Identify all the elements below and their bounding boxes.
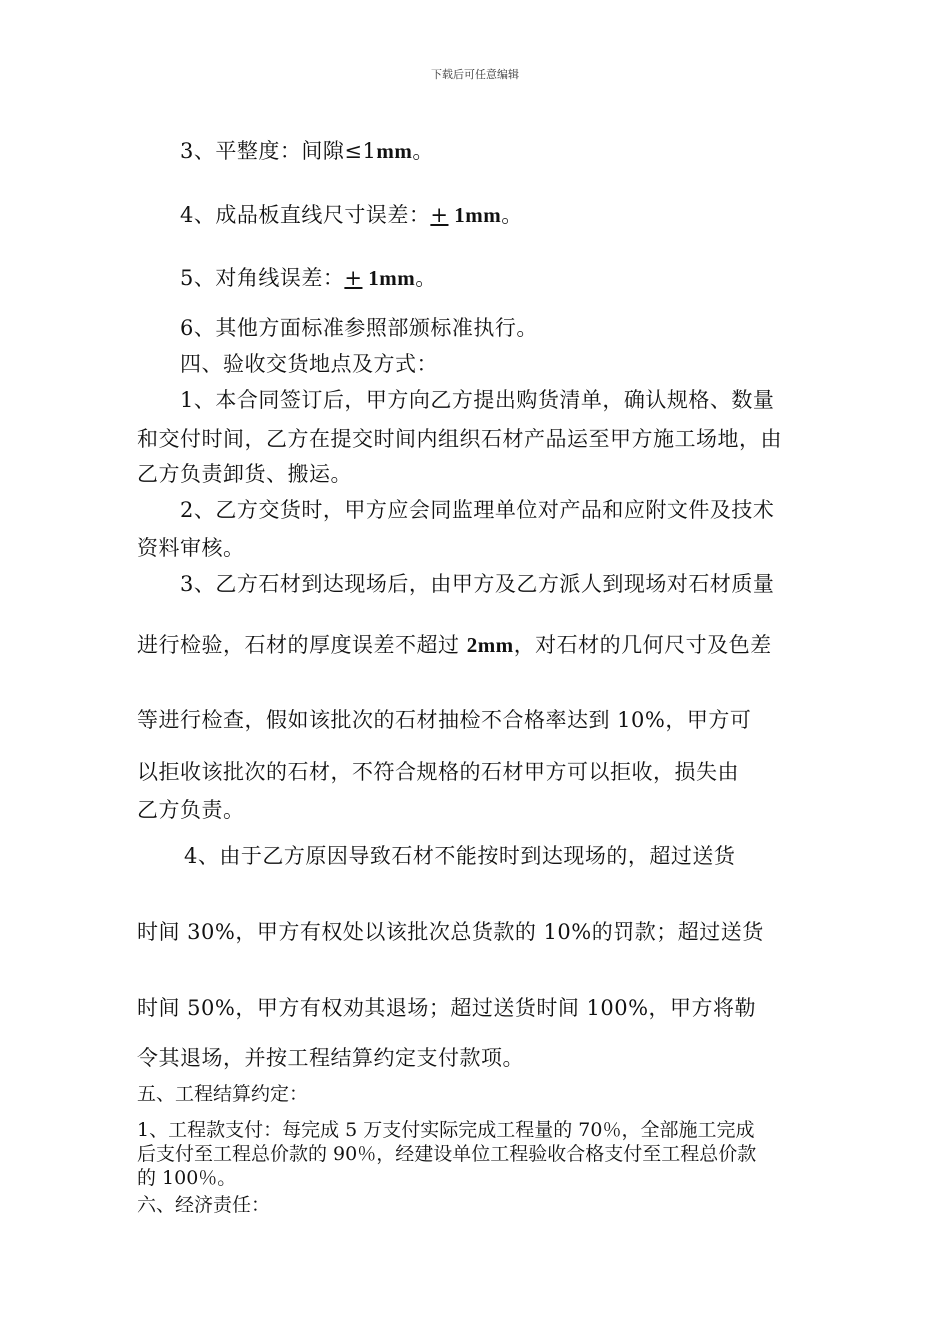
section-4-p3-line: 乙方负责。 [137,798,245,822]
spec-item-3 [180,138,434,164]
spec-item-4-suffix: 。 [501,203,523,227]
spec-item-5 [180,265,437,291]
spec-item-3-suffix: 。 [412,139,434,163]
plus-minus-sign: + [430,203,449,227]
section-5-p1-line: 后支付至工程总价款的 90％，经建设单位工程验收合格支付至工程总价款 [137,1143,757,1165]
spec-item-5-value: 1mm [362,266,416,290]
section-4-p1-line: 1、本合同签订后，甲方向乙方提出购货清单，确认规格、数量 [180,388,775,412]
spec-item-6: 6、其他方面标准参照部颁标准执行。 [180,316,538,340]
section-4-p3-line: 等进行检查，假如该批次的石材抽检不合格率达到 10%，甲方可 [137,708,752,732]
section-5-heading: 五、工程结算约定： [137,1083,309,1105]
spec-item-3-unit: mm [376,139,413,163]
spec-item-5-text: 5、对角线误差： [180,266,345,290]
download-note: 下载后可任意编辑 [431,68,519,81]
section-5-p1-line: 1、工程款支付：每完成 5 万支付实际完成工程量的 70％，全部施工完成 [137,1119,755,1141]
section-4-p3-text: ，对石材的几何尺寸及色差 [513,633,772,657]
section-4-heading: 四、验收交货地点及方式： [180,352,438,376]
section-4-p4-line: 令其退场，并按工程结算约定支付款项。 [137,1046,524,1070]
section-4-p1-line: 乙方负责卸货、搬运。 [137,462,352,486]
section-6-heading: 六、经济责任： [137,1194,271,1216]
spec-item-4-value: 1mm [448,203,502,227]
spec-item-4-text: 4、成品板直线尺寸误差： [180,203,431,227]
section-5-p1-line: 的 100％。 [137,1167,237,1189]
plus-minus-sign: + [344,266,363,290]
section-4-p3-line: 以拒收该批次的石材，不符合规格的石材甲方可以拒收，损失由 [137,760,739,784]
section-4-p1-line: 和交付时间，乙方在提交时间内组织石材产品运至甲方施工场地，由 [137,427,782,451]
section-4-p4-line: 时间 50%，甲方有权劝其退场；超过送货时间 100%，甲方将勒 [137,996,757,1020]
section-4-p3-line [137,632,772,658]
section-4-p4-line: 4、由于乙方原因导致石材不能按时到达现场的，超过送货 [184,844,736,868]
section-4-p3-text: 进行检验，石材的厚度误差不超过 [137,633,467,657]
section-4-p2-line: 资料审核。 [137,536,245,560]
spec-item-4 [180,202,523,228]
thickness-tolerance: 2mm [466,633,514,657]
section-4-p4-line: 时间 30%，甲方有权处以该批次总货款的 10%的罚款；超过送货 [137,920,764,944]
spec-item-5-suffix: 。 [415,266,437,290]
section-4-p2-line: 2、乙方交货时，甲方应会同监理单位对产品和应附文件及技术 [180,498,775,522]
section-4-p3-line: 3、乙方石材到达现场后，由甲方及乙方派人到现场对石材质量 [180,572,775,596]
spec-item-3-text: 3、平整度：间隙≤1 [180,139,377,163]
